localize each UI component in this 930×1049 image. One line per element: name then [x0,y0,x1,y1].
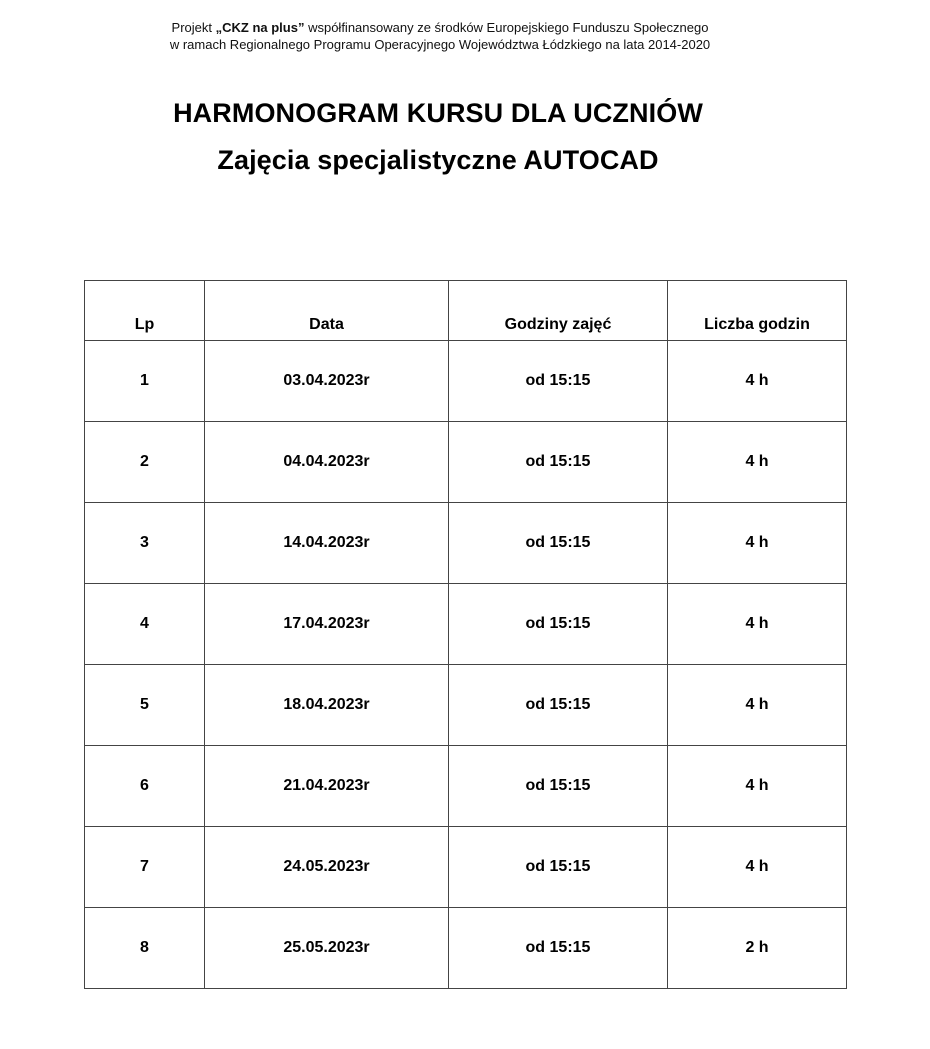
table-row [85,908,847,989]
column-header-hours: Godziny zajęć [449,281,668,341]
cell-count: 2 h [668,908,847,989]
cell-hours: od 15:15 [449,746,668,827]
table-row [85,746,847,827]
column-header-data: Data [205,281,449,341]
cell-hours: od 15:15 [449,422,668,503]
table-row [85,584,847,665]
cell-date: 25.05.2023r [205,908,449,989]
table-header-row [85,281,847,341]
funding-note-line-2: w ramach Regionalnego Programu Operacyjnego Województwa Łódzkiego na lata 2014-2020 [169,37,711,52]
project-name: „CKZ na plus” [215,20,305,35]
table-row [85,503,847,584]
table-row [85,341,847,422]
funding-note-suffix: współfinansowany ze środków Europejskiego Funduszu Społecznego [304,20,709,35]
column-header-lp: Lp [85,281,205,341]
cell-lp: 5 [85,665,205,746]
cell-count: 4 h [668,665,847,746]
cell-count: 4 h [668,503,847,584]
cell-lp: 1 [85,341,205,422]
cell-hours: od 15:15 [449,908,668,989]
cell-date: 21.04.2023r [205,746,449,827]
cell-hours: od 15:15 [449,584,668,665]
cell-lp: 3 [85,503,205,584]
page-subtitle: Zajęcia specjalistyczne AUTOCAD [217,145,659,175]
table-row [85,665,847,746]
table-row [85,422,847,503]
cell-hours: od 15:15 [449,503,668,584]
schedule-table [84,280,847,989]
cell-count: 4 h [668,746,847,827]
table-row [85,827,847,908]
page-title: HARMONOGRAM KURSU DLA UCZNIÓW [173,98,703,128]
cell-count: 4 h [668,827,847,908]
cell-lp: 7 [85,827,205,908]
cell-lp: 4 [85,584,205,665]
column-header-count: Liczba godzin [668,281,847,341]
cell-date: 14.04.2023r [205,503,449,584]
cell-lp: 8 [85,908,205,989]
cell-lp: 6 [85,746,205,827]
cell-count: 4 h [668,584,847,665]
cell-hours: od 15:15 [449,341,668,422]
cell-date: 18.04.2023r [205,665,449,746]
cell-hours: od 15:15 [449,665,668,746]
cell-count: 4 h [668,422,847,503]
cell-date: 17.04.2023r [205,584,449,665]
cell-hours: od 15:15 [449,827,668,908]
cell-count: 4 h [668,341,847,422]
funding-note-prefix: Projekt [171,20,216,35]
cell-lp: 2 [85,422,205,503]
funding-note-line-1 [0,19,880,36]
cell-date: 24.05.2023r [205,827,449,908]
cell-date: 03.04.2023r [205,341,449,422]
project-funding-note [0,19,880,53]
cell-date: 04.04.2023r [205,422,449,503]
